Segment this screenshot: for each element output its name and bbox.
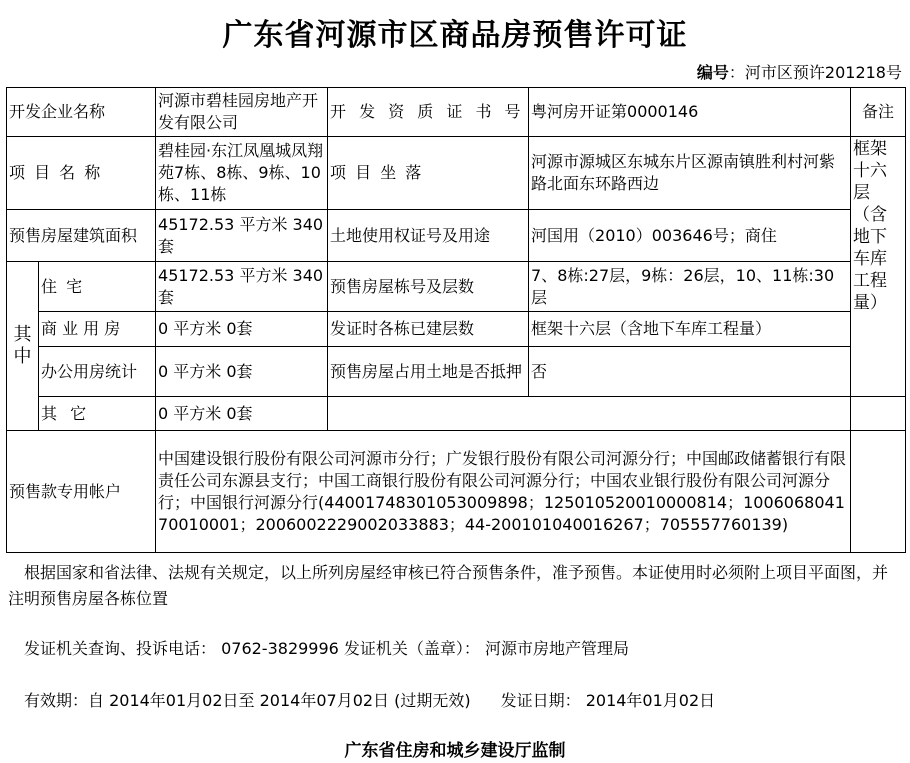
account-value: 中国建设银行股份有限公司河源市分行；广发银行股份有限公司河源分行；中国邮政储蓄银行有限责任公司东源县支行；中国工商银行股份有限公司河源分行；中国农业银行股份有限公司河源分行；中国银行河源分行(44001748301053009898；125010520010000814；100606804170010001；2006002229002033883；44-200101040016267；705557760139) (156, 431, 851, 553)
issue-date: 发证日期： 2014年01月02日 (500, 691, 716, 710)
contact-line: 发证机关查询、投诉电话： 0762-3829996 发证机关（盖章）： 河源市房地产管理局 (24, 639, 630, 658)
row-presale-area (7, 210, 906, 262)
building-floors-value: 7、8栋:27层，9栋：26层，10、11栋:30层 (529, 262, 851, 312)
validity-line (24, 688, 715, 711)
mortgage-value: 否 (529, 347, 851, 397)
remarks-label: 备注 (851, 88, 906, 137)
qualification-label: 开 发 资 质 证 书 号 (328, 88, 529, 137)
footer-issuer: 广东省住房和城乡建设厅监制 (344, 741, 566, 761)
row-developer (7, 88, 906, 137)
remarks-blank (851, 397, 906, 431)
blank-area (328, 397, 851, 431)
other-value: 0 平方米 0套 (156, 397, 328, 431)
office-label: 办公用房统计 (39, 347, 156, 397)
row-commercial (7, 312, 906, 347)
other-label: 其 它 (39, 397, 156, 431)
row-office (7, 347, 906, 397)
mortgage-label: 预售房屋占用土地是否抵押 (328, 347, 529, 397)
row-residential (7, 262, 906, 312)
commercial-label: 商 业 用 房 (39, 312, 156, 347)
land-cert-value: 河国用（2010）003646号；商住 (529, 210, 851, 262)
certificate-table (6, 87, 906, 553)
account-remarks-blank (851, 431, 906, 553)
project-name-label: 项 目 名 称 (7, 137, 156, 210)
validity-period: 有效期：自 2014年01月02日至 2014年07月02日 (过期无效) (24, 691, 471, 710)
qualification-value: 粤河房开证第0000146 (529, 88, 851, 137)
declaration-paragraph: 根据国家和省法律、法规有关规定，以上所列房屋经审核已符合预售条件，准予预售。本证使用时必须附上项目平面图，并注明预售房屋各栋位置 (8, 563, 889, 608)
office-value: 0 平方米 0套 (156, 347, 328, 397)
developer-label: 开发企业名称 (7, 88, 156, 137)
built-floors-label: 发证时各栋已建层数 (328, 312, 529, 347)
certificate-number (697, 60, 902, 83)
remarks-value: 框架十六层（含地下车库工程量） (851, 137, 906, 397)
commercial-value: 0 平方米 0套 (156, 312, 328, 347)
developer-value: 河源市碧桂园房地产开发有限公司 (156, 88, 328, 137)
building-floors-label: 预售房屋栋号及层数 (328, 262, 529, 312)
number-value: ：河市区预许201218号 (728, 63, 902, 82)
residential-value: 45172.53 平方米 340套 (156, 262, 328, 312)
row-account (7, 431, 906, 553)
project-location-value: 河源市源城区东城东片区源南镇胜利村河紫路北面东环路西边 (529, 137, 851, 210)
residential-label: 住 宅 (39, 262, 156, 312)
presale-area-value: 45172.53 平方米 340套 (156, 210, 328, 262)
built-floors-value: 框架十六层（含地下车库工程量） (529, 312, 851, 347)
row-project (7, 137, 906, 210)
row-other (7, 397, 906, 431)
account-label: 预售款专用帐户 (7, 431, 156, 553)
number-label: 编号 (696, 63, 729, 82)
qizhong-label: 其中 (7, 262, 39, 431)
project-location-label: 项 目 坐 落 (328, 137, 529, 210)
land-cert-label: 土地使用权证号及用途 (328, 210, 529, 262)
certificate-title: 广东省河源市区商品房预售许可证 (222, 18, 688, 53)
project-name-value: 碧桂园·东江凤凰城凤翔苑7栋、8栋、9栋、10栋、11栋 (156, 137, 328, 210)
presale-area-label: 预售房屋建筑面积 (7, 210, 156, 262)
